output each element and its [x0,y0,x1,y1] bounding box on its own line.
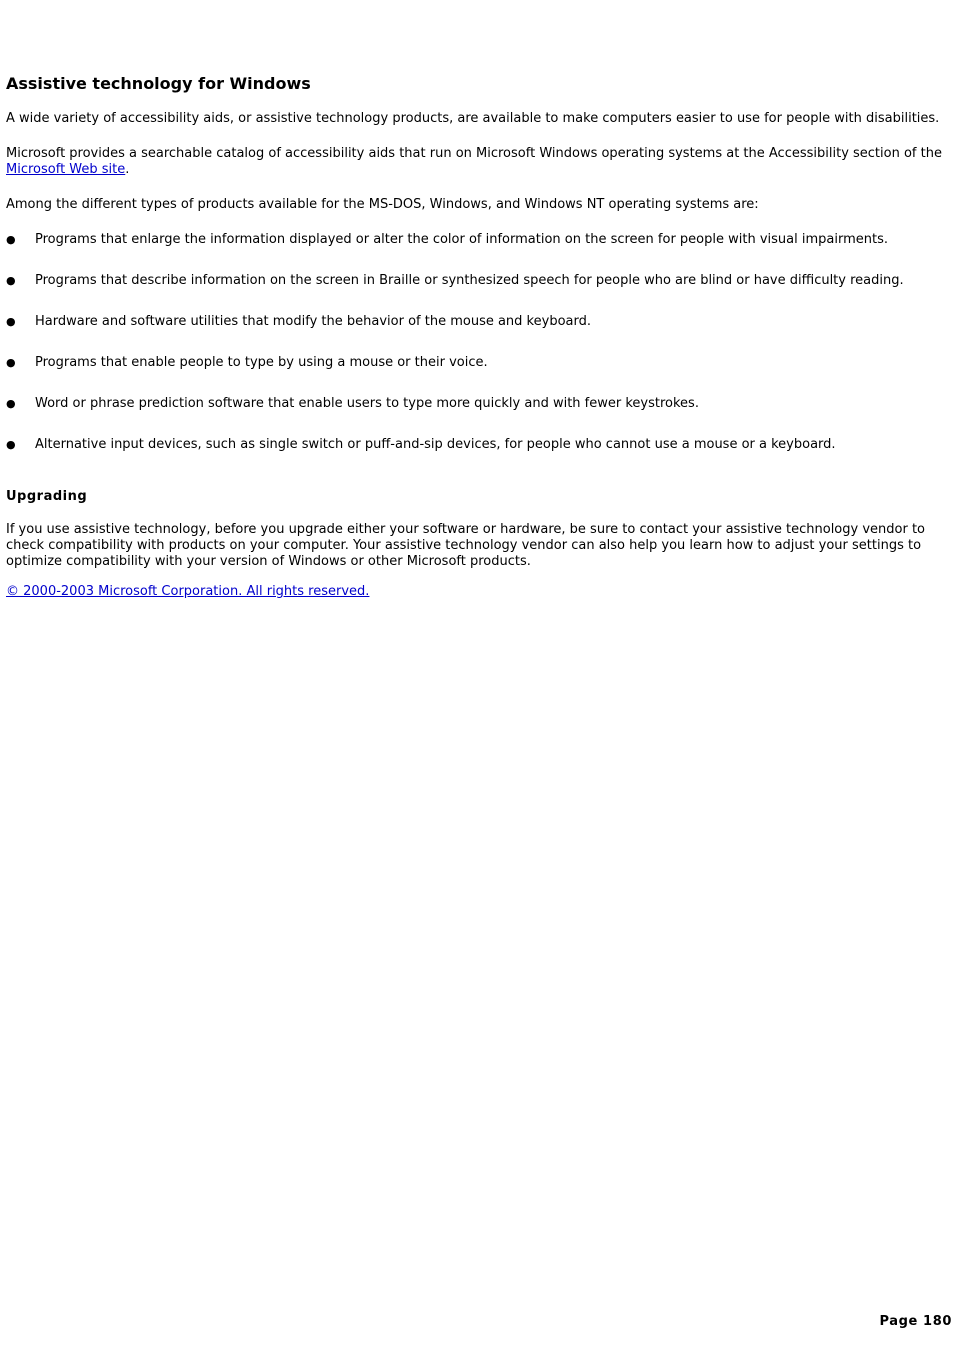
bullet-icon: ● [6,397,16,410]
list-item-text: Hardware and software utilities that modify the behavior of the mouse and keyboard. [35,314,591,329]
microsoft-web-site-link[interactable]: Microsoft Web site [6,162,126,177]
list-item-text: Alternative input devices, such as single switch or puff-and-sip devices, for people who cannot use a mouse or a keyboard. [35,437,836,452]
list-item [6,273,946,289]
catalog-paragraph [6,146,946,178]
list-item-text: Programs that enable people to type by using a mouse or their voice. [35,355,488,370]
bullet-icon: ● [6,233,16,246]
copyright-paragraph [6,584,946,600]
list-item-text: Programs that enlarge the information displayed or alter the color of information on the screen for people with visual impairments. [35,232,888,247]
product-types-list [6,232,946,453]
catalog-text-before: Microsoft provides a searchable catalog of accessibility aids that run on Microsoft Windows operating systems at the Accessibility section of the [6,146,942,161]
bullet-icon: ● [6,356,16,369]
upgrading-paragraph: If you use assistive technology, before you upgrade either your software or hardware, be sure to contact your assistive technology vendor to check compatibility with products on your computer. Your assistive technology vendor can also help you learn how to adjust your settings to optimize compatibility with your version of Windows or other Microsoft products. [6,522,926,569]
bullet-icon: ● [6,274,16,287]
list-item-text: Word or phrase prediction software that enable users to type more quickly and with fewer keystrokes. [35,396,699,411]
list-item [6,437,946,453]
upgrading-heading: Upgrading [6,489,88,504]
list-item-text: Programs that describe information on the screen in Braille or synthesized speech for people who are blind or have difficulty reading. [35,273,904,288]
copyright-link[interactable]: © 2000-2003 Microsoft Corporation. All rights reserved. [6,584,370,599]
page-number: Page 180 [879,1314,952,1329]
list-item [6,355,946,371]
list-item [6,314,946,330]
list-item [6,396,946,412]
bullet-icon: ● [6,438,16,451]
bullet-icon: ● [6,315,16,328]
page-title: Assistive technology for Windows [6,74,311,93]
list-intro-paragraph: Among the different types of products available for the MS-DOS, Windows, and Windows NT operating systems are: [6,197,759,212]
list-item [6,232,946,248]
intro-paragraph: A wide variety of accessibility aids, or assistive technology products, are available to make computers easier to use for people with disabilities. [6,111,940,126]
document-body [6,74,946,619]
catalog-text-after: . [125,162,130,177]
